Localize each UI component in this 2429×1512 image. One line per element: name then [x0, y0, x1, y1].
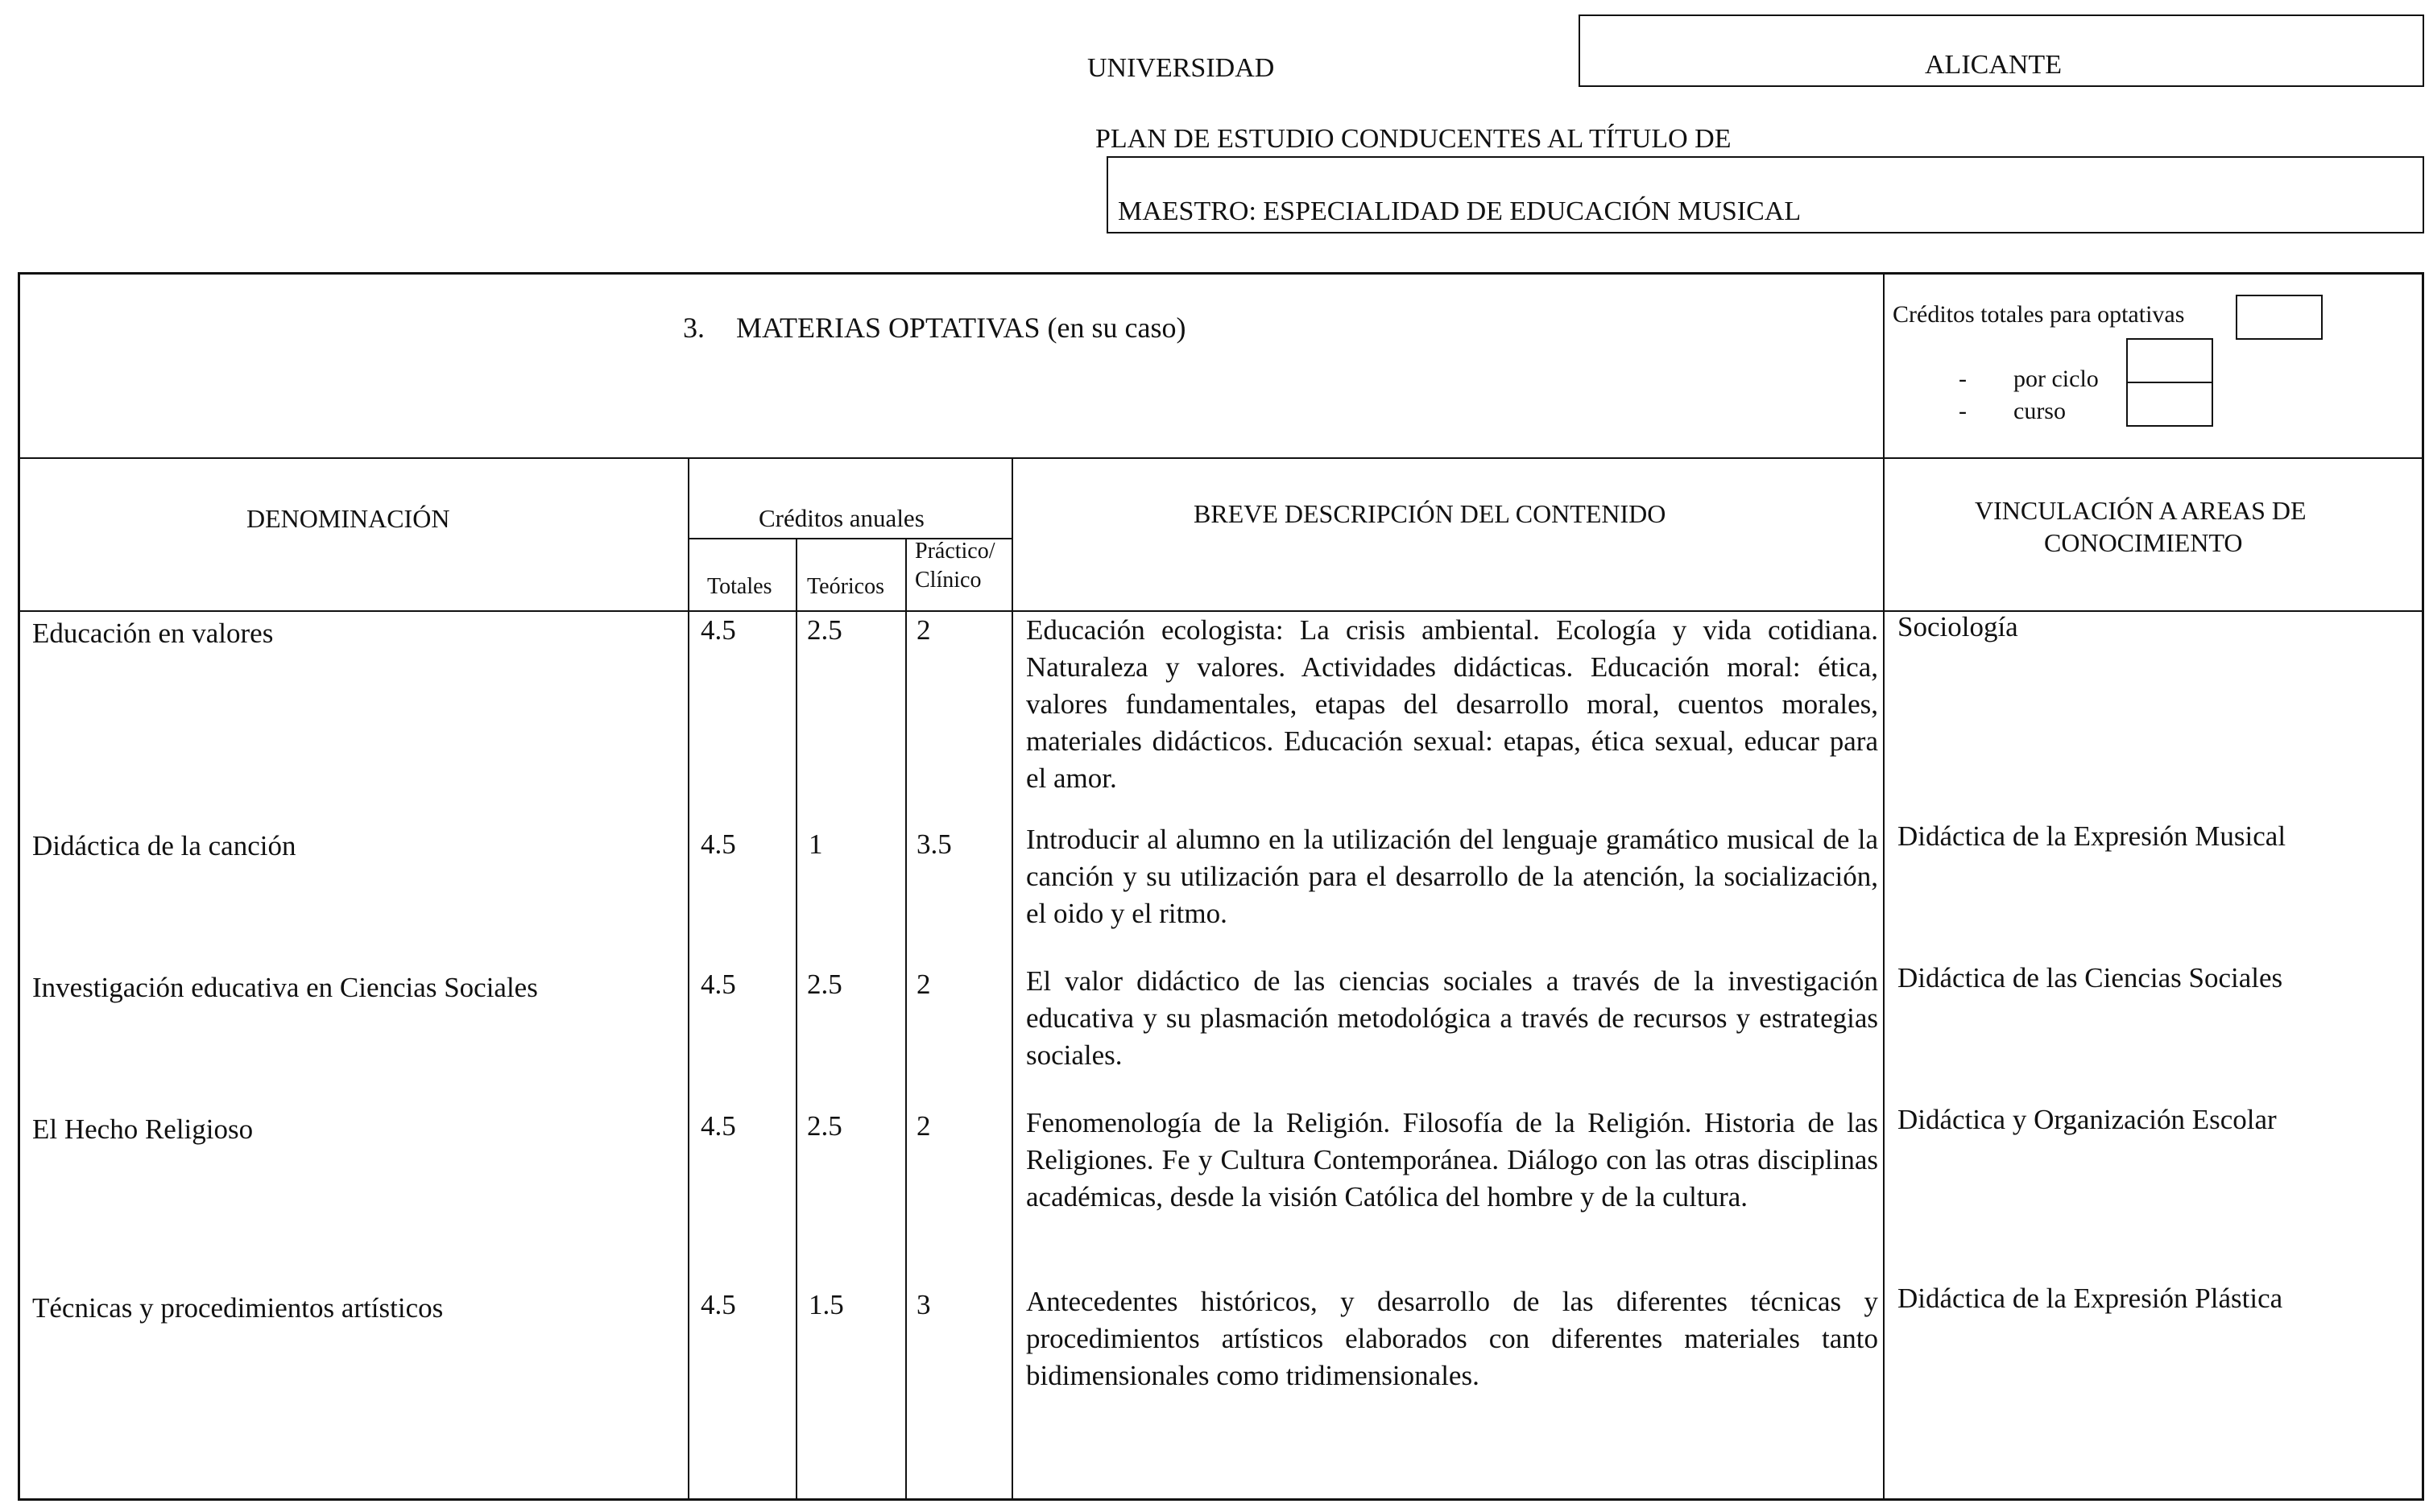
- header-creditos-anuales: Créditos anuales: [759, 504, 925, 532]
- row4-vinculacion: Didáctica y Organización Escolar: [1897, 1104, 2277, 1135]
- row3-practicos: 2: [917, 969, 931, 1000]
- section-divider: [1883, 272, 1885, 459]
- titulo-value: MAESTRO: ESPECIALIDAD DE EDUCACIÓN MUSICAL: [1118, 196, 1802, 226]
- row4-descripcion: Fenomenología de la Religión. Filosofía de la Religión. Historia de las Religiones. Fe y Cultura Contemporánea. Diálogo con las otras disciplinas académicas, desde la visión Católica del hombre y de la cultura.: [1026, 1107, 1878, 1212]
- row1-totales: 4.5: [701, 614, 736, 646]
- row2-practicos: 3.5: [917, 828, 952, 860]
- header-practico-1: Práctico/: [915, 539, 995, 564]
- row2-totales: 4.5: [701, 828, 736, 860]
- section-title: MATERIAS OPTATIVAS (en su caso): [736, 312, 1186, 344]
- curso-box: [2126, 382, 2213, 427]
- header-practico-2: Clínico: [915, 568, 982, 593]
- creditos-totales-box: [2236, 295, 2323, 340]
- row1-vinculacion: Sociología: [1897, 611, 2018, 642]
- row5-denominacion: Técnicas y procedimientos artísticos: [32, 1292, 444, 1324]
- row5-descripcion: Antecedentes históricos, y desarrollo de las diferentes técnicas y procedimientos artísticos elaborados con diferentes materiales tanto bidimensionales como tridimensionales.: [1026, 1286, 1878, 1391]
- row1-descripcion: Educación ecologista: La crisis ambiental. Ecología y vida cotidiana. Naturaleza y valores. Actividades didácticas. Educación moral: ética, valores fundamentales, etapas del desarrollo moral, cuentos morales, materiales didácticos. Educación sexual: etapas, ética sexual, educar para el amor.: [1026, 614, 1878, 794]
- header-vinculacion-2: CONOCIMIENTO: [2044, 528, 2243, 557]
- row4-practicos: 2: [917, 1110, 931, 1142]
- row4-teoricos: 2.5: [807, 1110, 842, 1142]
- section-bottom-line: [18, 457, 2424, 459]
- col-line-descripcion: [1883, 459, 1885, 1501]
- col-line-teoricos: [905, 538, 907, 1501]
- row2-teoricos: 1: [809, 828, 823, 860]
- header-teoricos: Teóricos: [807, 574, 885, 599]
- dash-por-ciclo: -: [1959, 366, 1967, 392]
- header-descripcion: BREVE DESCRIPCIÓN DEL CONTENIDO: [1194, 499, 1666, 528]
- col-line-creditos: [1012, 459, 1013, 1501]
- row5-vinculacion: Didáctica de la Expresión Plástica: [1897, 1283, 2283, 1314]
- row2-descripcion: Introducir al alumno en la utilización del lenguaje gramático musical de la canción y su utilización para el desarrollo de la atención, la socialización, el oido y el ritmo.: [1026, 824, 1878, 929]
- row1-denominacion: Educación en valores: [32, 618, 274, 649]
- row4-totales: 4.5: [701, 1110, 736, 1142]
- curso-label: curso: [2013, 398, 2066, 424]
- por-ciclo-box: [2126, 338, 2213, 383]
- row3-denominacion: Investigación educativa en Ciencias Sociales: [32, 972, 538, 1003]
- row1-teoricos: 2.5: [807, 614, 842, 646]
- row5-totales: 4.5: [701, 1289, 736, 1320]
- universidad-value: ALICANTE: [1925, 50, 2062, 80]
- row5-teoricos: 1.5: [809, 1289, 844, 1320]
- row3-teoricos: 2.5: [807, 969, 842, 1000]
- row3-descripcion: El valor didáctico de las ciencias sociales a través de la investigación educativa y su plasmación metodológica a través de recursos y estrategias sociales.: [1026, 965, 1878, 1071]
- dash-curso: -: [1959, 398, 1967, 424]
- row2-denominacion: Didáctica de la canción: [32, 830, 296, 861]
- col-line-denominacion: [688, 459, 689, 1501]
- universidad-label: UNIVERSIDAD: [1087, 53, 1275, 83]
- row3-vinculacion: Didáctica de las Ciencias Sociales: [1897, 962, 2283, 994]
- row4-denominacion: El Hecho Religioso: [32, 1113, 254, 1145]
- header-denominacion: DENOMINACIÓN: [246, 504, 450, 533]
- por-ciclo-label: por ciclo: [2013, 366, 2099, 392]
- row3-totales: 4.5: [701, 969, 736, 1000]
- header-totales: Totales: [707, 574, 772, 599]
- row5-practicos: 3: [917, 1289, 931, 1320]
- row1-practicos: 2: [917, 614, 931, 646]
- plan-label: PLAN DE ESTUDIO CONDUCENTES AL TÍTULO DE: [1095, 124, 1732, 154]
- creditos-totales-label: Créditos totales para optativas: [1893, 301, 2185, 328]
- header-vinculacion-1: VINCULACIÓN A AREAS DE: [1975, 496, 2307, 525]
- col-line-totales: [796, 538, 797, 1501]
- section-number: 3.: [683, 312, 705, 344]
- row2-vinculacion: Didáctica de la Expresión Musical: [1897, 820, 2286, 852]
